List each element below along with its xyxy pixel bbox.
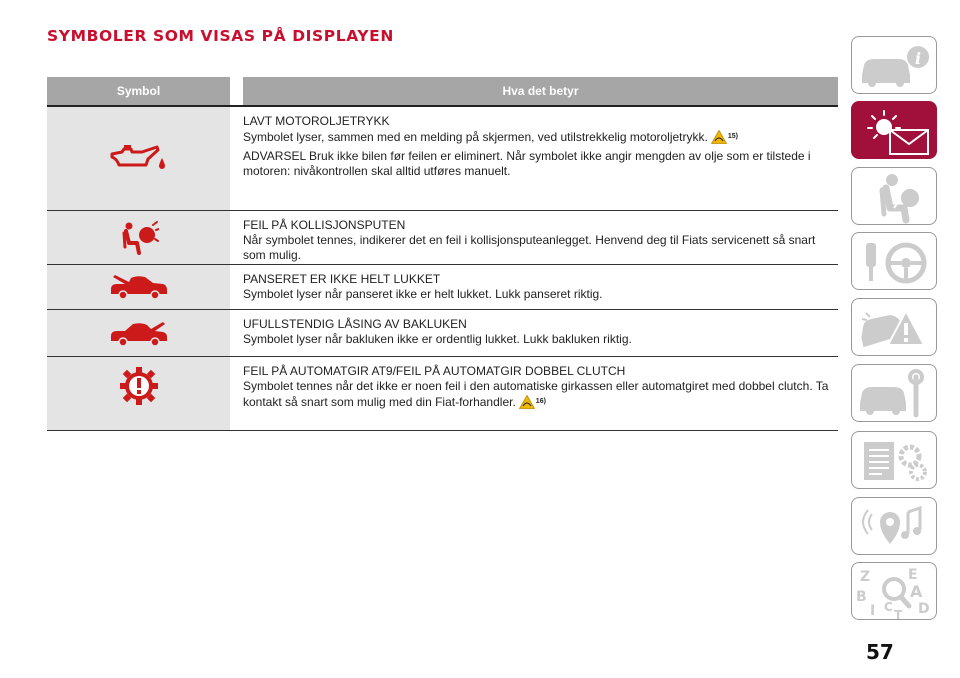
row-heading: FEIL PÅ KOLLISJONSPUTEN bbox=[243, 218, 406, 232]
tab-car-maintenance[interactable] bbox=[851, 364, 937, 422]
caution-icon bbox=[519, 395, 535, 409]
tab-key-steering[interactable] bbox=[851, 232, 937, 290]
column-header-symbol: Symbol bbox=[47, 77, 230, 105]
caution-icon bbox=[711, 130, 727, 144]
table-row bbox=[47, 264, 838, 309]
page-number: 57 bbox=[866, 640, 894, 664]
car-hood-open-icon bbox=[109, 273, 169, 301]
index-letter: E bbox=[908, 567, 918, 583]
emergency-icon bbox=[852, 299, 937, 356]
car-maintenance-icon bbox=[852, 365, 937, 422]
table-row bbox=[47, 309, 838, 356]
tab-index[interactable] bbox=[851, 562, 937, 620]
row-heading: UFULLSTENDIG LÅSING AV BAKLUKEN bbox=[243, 317, 467, 331]
tab-specs-gears[interactable] bbox=[851, 431, 937, 489]
table-header bbox=[47, 77, 838, 105]
car-info-icon bbox=[852, 37, 937, 94]
row-heading: LAVT MOTOROLJETRYKK bbox=[243, 114, 390, 128]
column-header-meaning: Hva det betyr bbox=[243, 77, 838, 105]
index-letter: D bbox=[918, 601, 930, 617]
airbag-icon bbox=[119, 221, 159, 257]
key-steering-icon bbox=[852, 233, 937, 290]
multimedia-icon bbox=[852, 498, 937, 555]
tab-seatbelt-safety[interactable] bbox=[851, 167, 937, 225]
row-description: Når symbolet tennes, indikerer det en feil i kollisjonsputeanlegget. Henvend deg til Fiats servicenett så snart som mulig. bbox=[243, 233, 816, 262]
svg-text:i: i bbox=[915, 49, 922, 68]
row-description: Symbolet lyser når panseret ikke er helt lukket. Lukk panseret riktig. bbox=[243, 287, 603, 301]
car-trunk-open-icon bbox=[109, 320, 169, 348]
index-letter: T bbox=[894, 608, 903, 621]
index-letter: A bbox=[910, 582, 923, 601]
row-description: Symbolet lyser, sammen med en melding på skjermen, ved utilstrekkelig motoroljetrykk. bbox=[243, 130, 708, 144]
table-row bbox=[47, 105, 838, 210]
reference-note: 15) bbox=[727, 133, 738, 140]
symbols-table bbox=[47, 77, 838, 431]
row-warning: ADVARSEL Bruk ikke bilen før feilen er eliminert. Når symbolet ikke angir mengden av olje som er tilstede i motoren: nivåkontrollen skal alltid utføres manuelt. bbox=[243, 149, 811, 178]
warning-lights-icon bbox=[852, 102, 937, 159]
index-search-icon bbox=[852, 563, 937, 620]
tab-warning-lights[interactable] bbox=[851, 101, 937, 159]
page-title: SYMBOLER SOM VISAS PÅ DISPLAYEN bbox=[47, 27, 394, 45]
table-row bbox=[47, 210, 838, 264]
row-description: Symbolet tennes når det ikke er noen feil i den automatiske girkassen eller automatgiret med dobbel clutch. Ta kontakt så snart som mulig med din Fiat-forhandler. bbox=[243, 379, 829, 409]
tab-emergency[interactable] bbox=[851, 298, 937, 356]
row-heading: PANSERET ER IKKE HELT LUKKET bbox=[243, 272, 441, 286]
tab-multimedia[interactable] bbox=[851, 497, 937, 555]
index-letter: I bbox=[870, 603, 876, 619]
gearbox-fault-icon bbox=[119, 366, 159, 406]
tab-car-info[interactable] bbox=[851, 36, 937, 94]
index-letter: C bbox=[884, 600, 893, 614]
index-letter: Z bbox=[860, 569, 871, 585]
specs-gears-icon bbox=[852, 432, 937, 489]
row-heading: FEIL PÅ AUTOMATGIR AT9/FEIL PÅ AUTOMATGIR DOBBEL CLUTCH bbox=[243, 364, 626, 378]
seatbelt-safety-icon bbox=[852, 168, 937, 225]
reference-note: 16) bbox=[535, 398, 546, 405]
index-letter: B bbox=[856, 589, 867, 605]
oil-can-icon bbox=[108, 145, 170, 173]
table-row bbox=[47, 356, 838, 431]
row-description: Symbolet lyser når bakluken ikke er ordentlig lukket. Lukk bakluken riktig. bbox=[243, 332, 632, 346]
